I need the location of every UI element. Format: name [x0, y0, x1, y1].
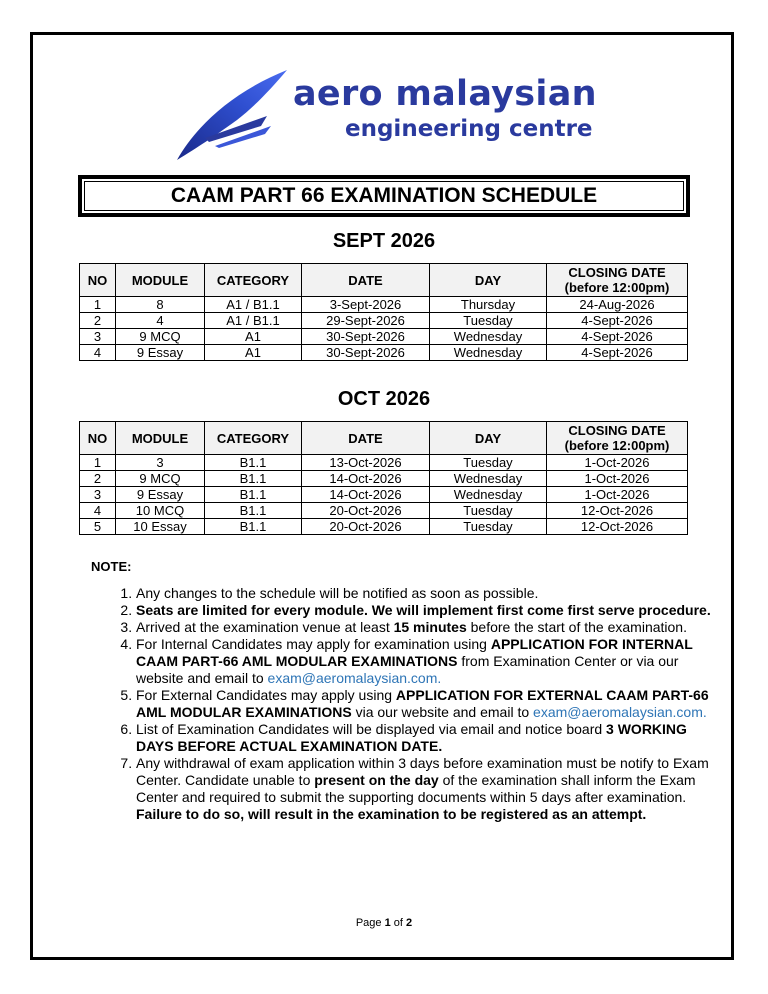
cell-category: B1.1 — [205, 503, 302, 519]
wing-logo-icon — [175, 68, 295, 163]
header-date: DATE — [302, 264, 430, 297]
note-emphasis: APPLICATION FOR INTERNAL CAAM PART-66 AML MODULAR EXAMINATIONS — [136, 636, 693, 669]
cell-module: 8 — [116, 297, 205, 313]
month-heading-oct: OCT 2026 — [337, 388, 431, 410]
footer-current-page: 1 — [384, 917, 391, 929]
email-link[interactable]: exam@aeromalaysian.com. — [533, 704, 707, 720]
notes-list — [104, 585, 716, 823]
cell-no: 4 — [80, 345, 116, 361]
cell-category: B1.1 — [205, 455, 302, 471]
header-date: DATE — [302, 422, 430, 455]
note-item — [136, 721, 716, 755]
cell-closing-date: 4-Sept-2026 — [547, 329, 688, 345]
cell-closing-date: 1-Oct-2026 — [547, 455, 688, 471]
closing-date-label: CLOSING DATE — [568, 265, 666, 280]
note-item — [136, 585, 716, 602]
cell-closing-date: 12-Oct-2026 — [547, 519, 688, 535]
cell-date: 13-Oct-2026 — [302, 455, 430, 471]
cell-module: 9 MCQ — [116, 329, 205, 345]
cell-date: 20-Oct-2026 — [302, 519, 430, 535]
schedule-table-sept — [79, 263, 688, 361]
closing-date-label: CLOSING DATE — [568, 423, 666, 438]
header-no: NO — [80, 264, 116, 297]
table-body — [80, 297, 688, 361]
cell-day: Tuesday — [430, 313, 547, 329]
logo-text-line1: aero malaysian — [293, 74, 597, 114]
email-link[interactable]: exam@aeromalaysian.com. — [267, 670, 442, 686]
footer-sep: of — [390, 917, 407, 929]
note-text: of the examination shall inform the Exam Center and required to submit the supporting documents within 5 days after examination. — [136, 772, 696, 805]
cell-no: 1 — [80, 297, 116, 313]
month-heading-sept: SEPT 2026 — [332, 230, 436, 252]
header-no: NO — [80, 422, 116, 455]
schedule-table-oct — [79, 421, 688, 535]
footer-prefix: Page — [355, 917, 385, 929]
cell-module: 9 Essay — [116, 487, 205, 503]
note-heading: NOTE: — [91, 559, 132, 574]
note-text: via our website and email to — [351, 704, 534, 720]
cell-module: 9 Essay — [116, 345, 205, 361]
table-row — [80, 487, 688, 503]
cell-category: A1 — [205, 345, 302, 361]
note-text: List of Examination Candidates will be displayed via email and notice board — [136, 721, 607, 737]
table-row — [80, 471, 688, 487]
header-category: CATEGORY — [205, 422, 302, 455]
cell-closing-date: 1-Oct-2026 — [547, 487, 688, 503]
cell-date: 30-Sept-2026 — [302, 329, 430, 345]
cell-no: 5 — [80, 519, 116, 535]
header-day: DAY — [430, 264, 547, 297]
table-header-row — [80, 264, 688, 297]
cell-module: 3 — [116, 455, 205, 471]
table-row — [80, 313, 688, 329]
cell-no: 4 — [80, 503, 116, 519]
cell-date: 20-Oct-2026 — [302, 503, 430, 519]
cell-day: Wednesday — [430, 345, 547, 361]
footer-total-pages: 2 — [406, 917, 413, 929]
page-title — [78, 175, 690, 217]
note-item — [136, 619, 716, 636]
table-row — [80, 455, 688, 471]
table-row — [80, 519, 688, 535]
header-module: MODULE — [116, 264, 205, 297]
logo-text-line2: engineering centre — [345, 116, 593, 142]
note-text: For External Candidates may apply using — [136, 687, 396, 703]
table-body — [80, 455, 688, 535]
cell-closing-date: 4-Sept-2026 — [547, 345, 688, 361]
note-emphasis: APPLICATION FOR EXTERNAL CAAM PART-66 AML MODULAR EXAMINATIONS — [136, 687, 709, 720]
cell-category: A1 — [205, 329, 302, 345]
note-item — [136, 755, 716, 823]
note-emphasis: 3 WORKING DAYS BEFORE ACTUAL EXAMINATION DATE. — [136, 721, 687, 754]
company-logo — [175, 68, 595, 163]
cell-day: Wednesday — [430, 471, 547, 487]
cell-day: Wednesday — [430, 487, 547, 503]
note-item — [136, 636, 716, 687]
cell-module: 9 MCQ — [116, 471, 205, 487]
note-item — [136, 687, 716, 721]
cell-category: A1 / B1.1 — [205, 297, 302, 313]
note-text: before the start of the examination. — [466, 619, 687, 635]
note-text: Arrived at the examination venue at least — [136, 619, 394, 635]
cell-day: Tuesday — [430, 455, 547, 471]
cell-day: Thursday — [430, 297, 547, 313]
cell-module: 4 — [116, 313, 205, 329]
cell-date: 14-Oct-2026 — [302, 471, 430, 487]
cell-date: 30-Sept-2026 — [302, 345, 430, 361]
note-item — [136, 602, 716, 619]
note-text: Any withdrawal of exam application within 3 days before examination must be notify to Exam Center. Candidate unable to — [136, 755, 709, 788]
cell-closing-date: 1-Oct-2026 — [547, 471, 688, 487]
note-emphasis: Failure to do so, will result in the examination to be registered as an attempt. — [136, 806, 647, 822]
cell-date: 3-Sept-2026 — [302, 297, 430, 313]
header-module: MODULE — [116, 422, 205, 455]
cell-closing-date: 4-Sept-2026 — [547, 313, 688, 329]
page-footer — [0, 917, 768, 929]
cell-category: B1.1 — [205, 519, 302, 535]
cell-no: 3 — [80, 487, 116, 503]
table-row — [80, 329, 688, 345]
header-closing-date — [547, 422, 688, 455]
cell-closing-date: 24-Aug-2026 — [547, 297, 688, 313]
cell-date: 29-Sept-2026 — [302, 313, 430, 329]
header-category: CATEGORY — [205, 264, 302, 297]
header-day: DAY — [430, 422, 547, 455]
header-closing-date — [547, 264, 688, 297]
note-emphasis: present on the day — [314, 772, 439, 788]
cell-date: 14-Oct-2026 — [302, 487, 430, 503]
note-text: from Examination Center or via our website and email to — [136, 653, 679, 686]
closing-date-note: (before 12:00pm) — [564, 280, 670, 295]
table-row — [80, 345, 688, 361]
table-row — [80, 297, 688, 313]
cell-category: B1.1 — [205, 487, 302, 503]
cell-module: 10 MCQ — [116, 503, 205, 519]
cell-module: 10 Essay — [116, 519, 205, 535]
table-row — [80, 503, 688, 519]
cell-no: 2 — [80, 313, 116, 329]
cell-day: Tuesday — [430, 519, 547, 535]
note-emphasis: 15 minutes — [393, 619, 467, 635]
cell-day: Tuesday — [430, 503, 547, 519]
cell-category: A1 / B1.1 — [205, 313, 302, 329]
cell-day: Wednesday — [430, 329, 547, 345]
closing-date-note: (before 12:00pm) — [564, 438, 670, 453]
note-text: Any changes to the schedule will be notified as soon as possible. — [136, 585, 539, 601]
note-text: For Internal Candidates may apply for examination using — [136, 636, 491, 652]
cell-category: B1.1 — [205, 471, 302, 487]
cell-closing-date: 12-Oct-2026 — [547, 503, 688, 519]
note-emphasis: Seats are limited for every module. We will implement first come first serve procedure. — [136, 602, 711, 618]
cell-no: 1 — [80, 455, 116, 471]
cell-no: 2 — [80, 471, 116, 487]
page-title-text: CAAM PART 66 EXAMINATION SCHEDULE — [170, 184, 598, 207]
table-header-row — [80, 422, 688, 455]
cell-no: 3 — [80, 329, 116, 345]
